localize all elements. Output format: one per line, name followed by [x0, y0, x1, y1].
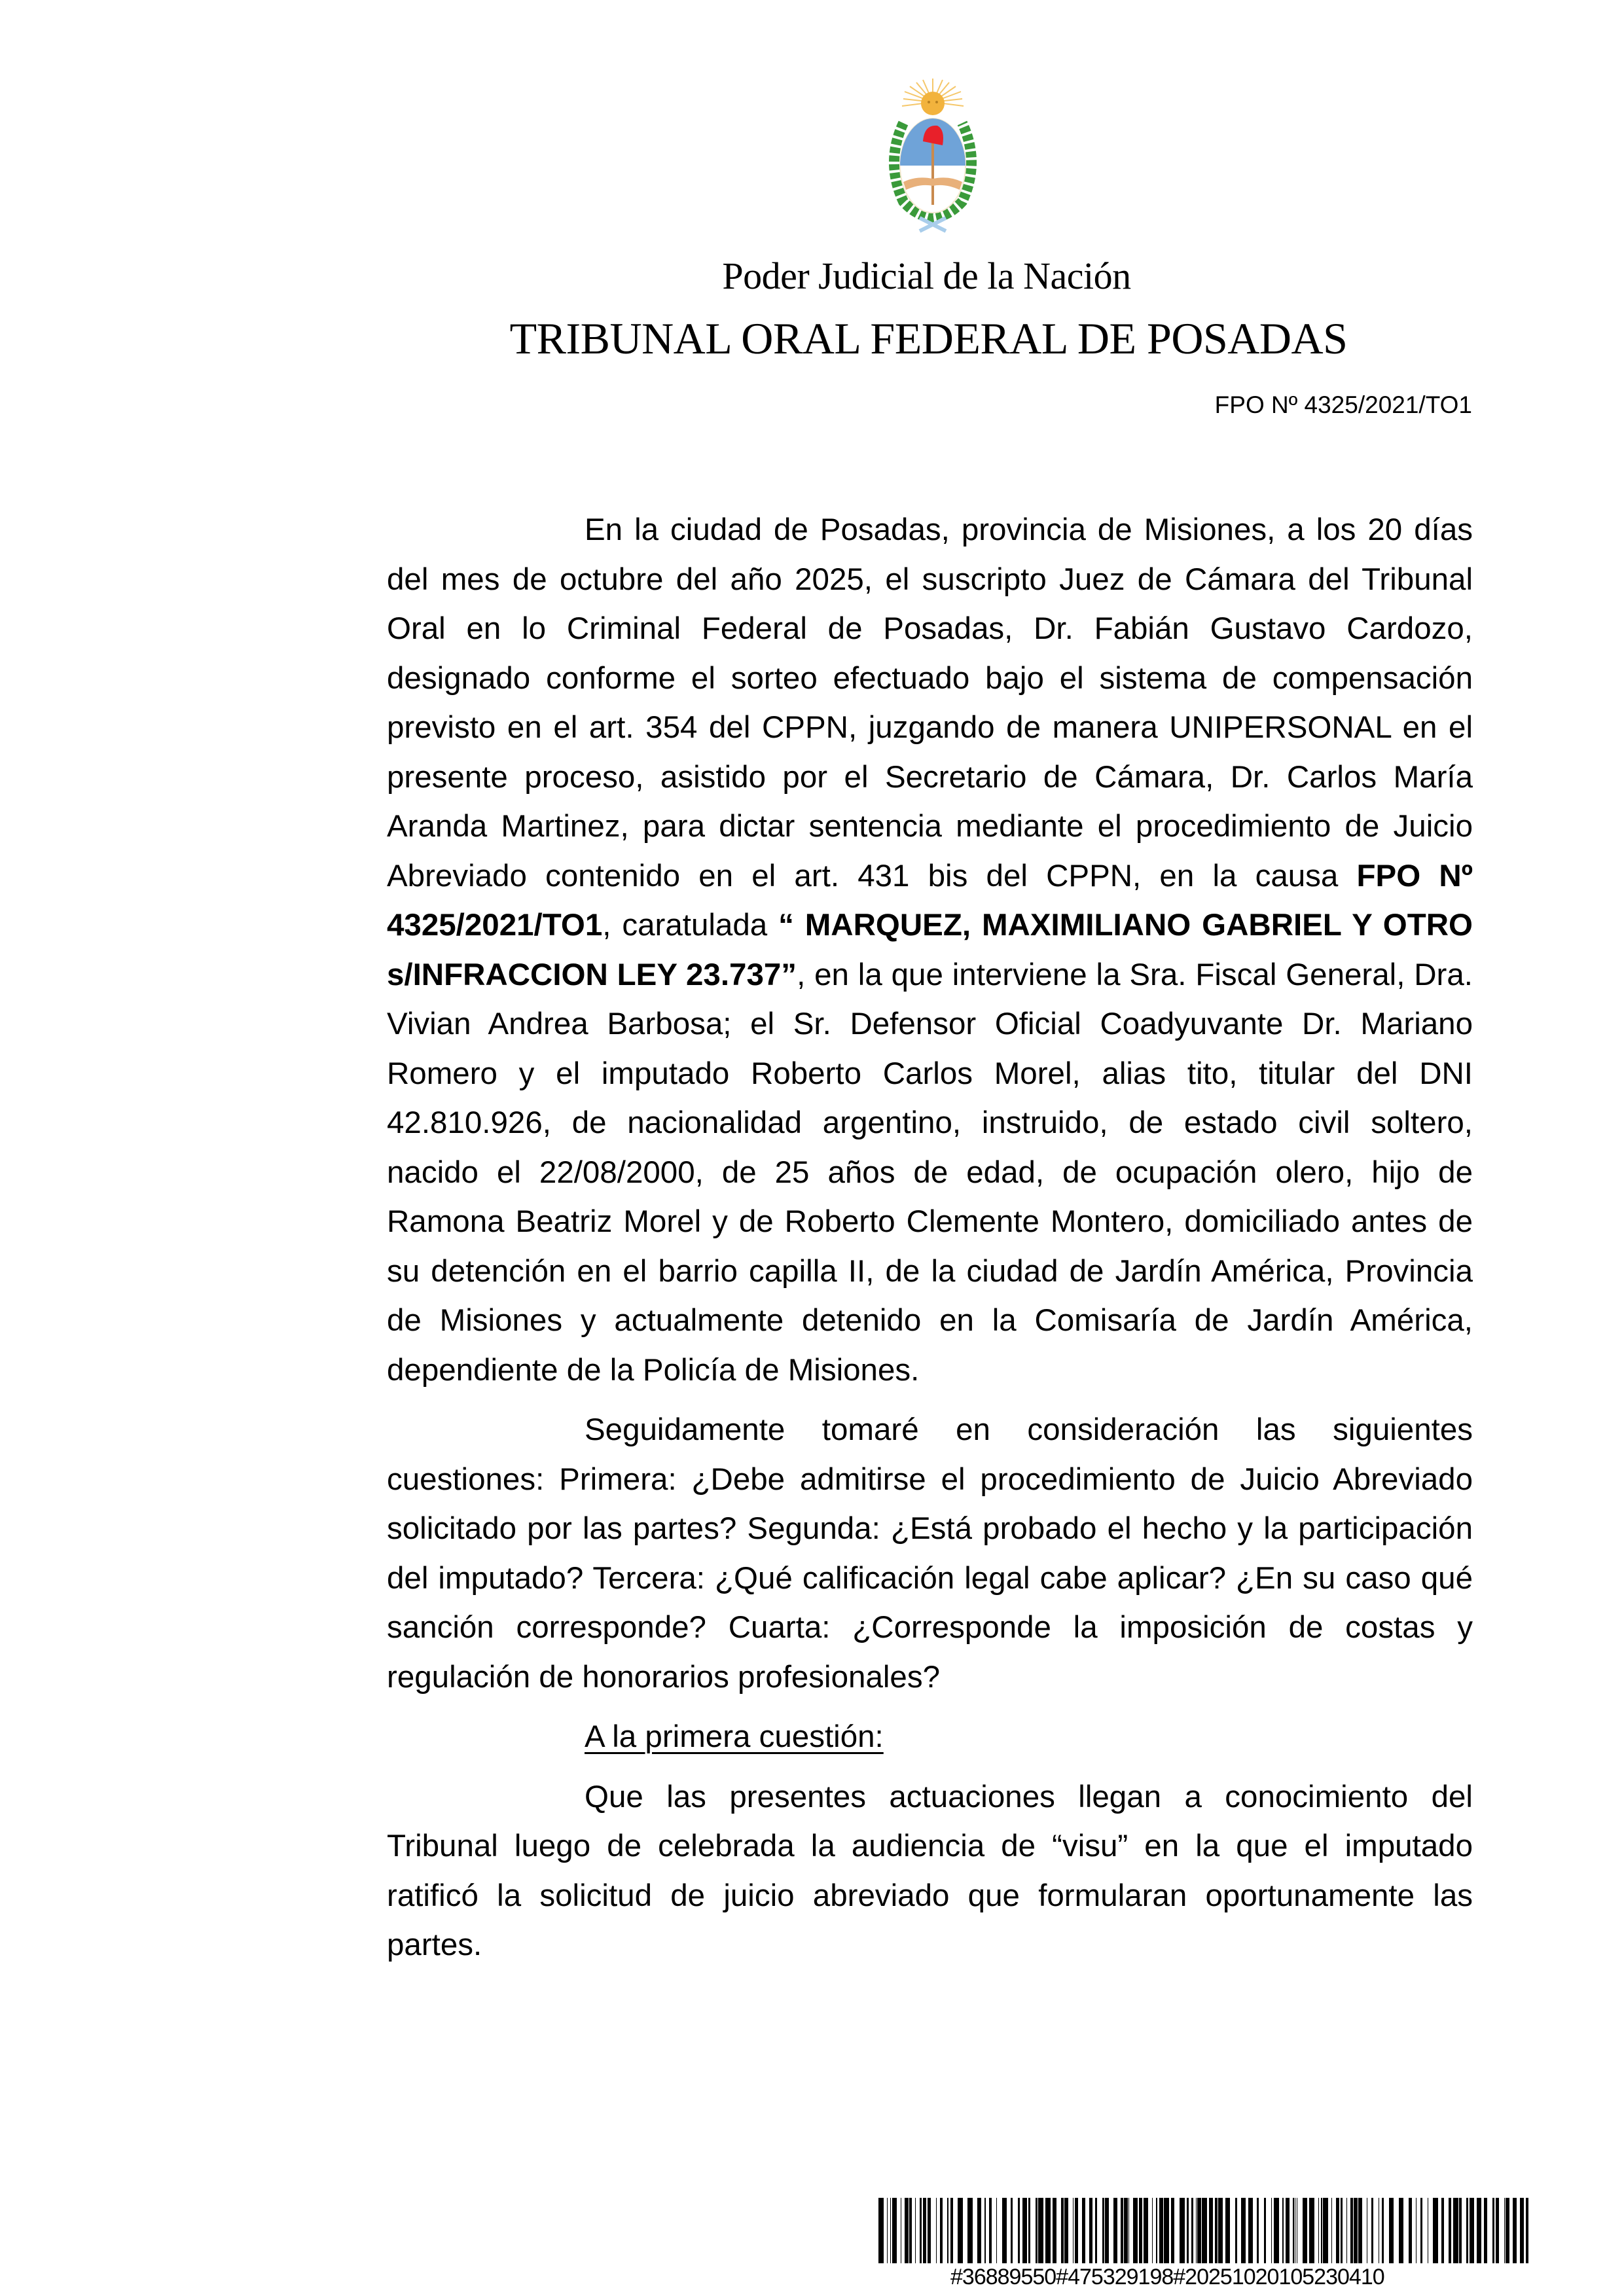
case-number-bold: FPO Nº 4325/2021/TO1 [387, 858, 1473, 942]
case-reference: FPO Nº 4325/2021/TO1 [1214, 391, 1472, 418]
intro-text: , en la que interviene la Sra. Fiscal General, Dra. Vivian Andrea Barbosa; el Sr. Defensor Oficial Coadyuvante Dr. Mariano Romero y el imputado Roberto Carlos Morel, alias tito, titular del DNI 42.810.926, de nacionalidad argentino, instruido, de estado civil soltero, nacido el 22/08/2000, de 25 años de edad, de ocupación olero, hijo de Ramona Beatriz Morel y de Roberto Clemente Montero, domiciliado antes de su detención en el barrio capilla II, de la ciudad de Jardín América, Provincia de Misiones y actualmente detenido en la Comisaría de Jardín América, dependiente de la Policía de Misiones. [387, 957, 1473, 1388]
barcode-text: #36889550#475329198#20251020105230410 [950, 2265, 1384, 2289]
document-body [387, 505, 1473, 1981]
section-heading-text: A la primera cuestión: [585, 1719, 884, 1754]
paragraph-questions: Seguidamente tomaré en consideración las siguientes cuestiones: Primera: ¿Debe admitirse el procedimiento de Juicio Abreviado solicitado por las partes? Segunda: ¿Está probado el hecho y la participación del imputado? Tercera: ¿Qué calificación legal cabe aplicar? ¿En su caso qué sanción corresponde? Cuarta: ¿Corresponde la imposición de costas y regulación de honorarios profesionales? [387, 1412, 1473, 1695]
case-caption-bold: “ MARQUEZ, MAXIMILIANO GABRIEL Y OTRO s/INFRACCION LEY 23.737” [387, 908, 1473, 992]
paragraph-intro [387, 505, 1473, 1395]
court-name [0, 313, 1624, 365]
intro-text: En la ciudad de Posadas, provincia de Misiones, a los 20 días del mes de octubre del año 2025, el suscripto Juez de Cámara del Tribunal Oral en lo Criminal Federal de Posadas, Dr. Fabián Gustavo Cardozo, designado conforme el sorteo efectuado bajo el sistema de compensación previsto en el art. 354 del CPPN, juzgando de manera UNIPERSONAL en el presente proceso, asistido por el Secretario de Cámara, Dr. Carlos María Aranda Martinez, para dictar sentencia mediante el procedimiento de Juicio Abreviado contenido en el art. 431 bis del CPPN, en la causa [387, 512, 1473, 893]
institution-name [0, 254, 1624, 298]
barcode-icon [878, 2198, 1534, 2263]
court-text: TRIBUNAL ORAL FEDERAL DE POSADAS [509, 314, 1348, 363]
institution-text: Poder Judicial de la Nación [722, 255, 1131, 297]
section-heading [387, 1712, 1473, 1762]
argentina-coat-of-arms-icon [877, 77, 988, 234]
intro-text: , caratulada [602, 908, 779, 942]
paragraph-first-question: Que las presentes actuaciones llegan a conocimiento del Tribunal luego de celebrada la audiencia de “visu” en la que el imputado ratificó la solicitud de juicio abreviado que formularan oportunamente las partes. [387, 1779, 1473, 1962]
